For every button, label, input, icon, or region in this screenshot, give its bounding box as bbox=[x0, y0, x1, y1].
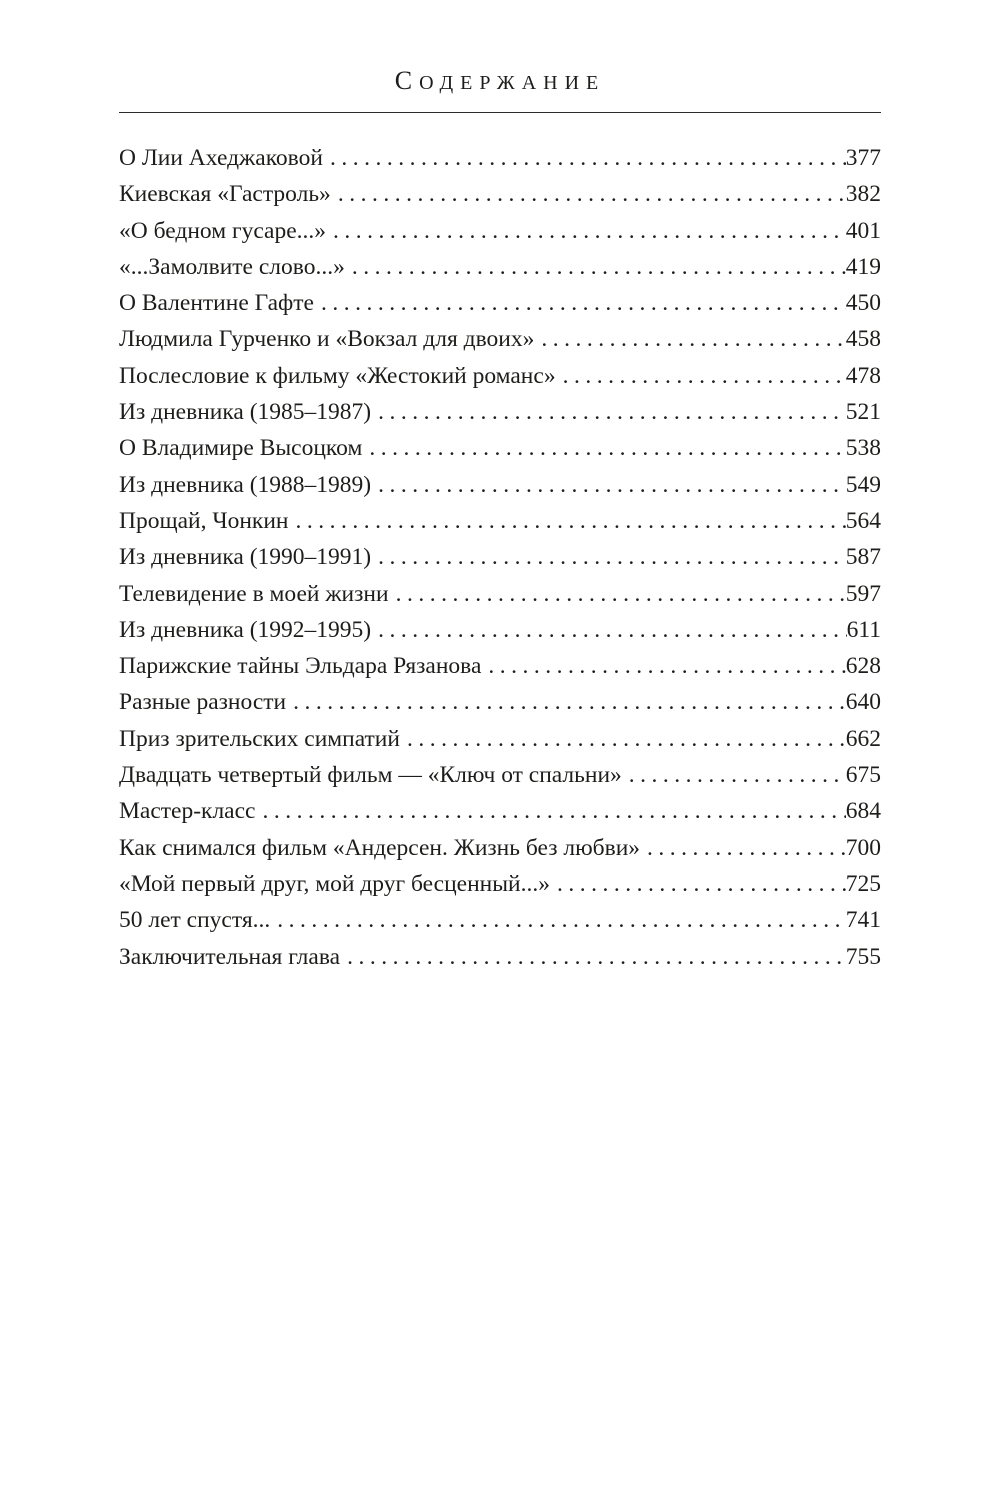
toc-entry-page-number: 419 bbox=[845, 253, 881, 280]
toc-entry-title: Парижские тайны Эльдара Рязанова bbox=[119, 653, 482, 680]
toc-entry-title: Приз зрительских симпатий bbox=[119, 725, 400, 752]
toc-entry bbox=[119, 757, 881, 793]
toc-entry-title: «О бедном гусаре...» bbox=[119, 217, 327, 244]
toc-entry bbox=[119, 358, 881, 394]
toc-entry-page-number: 401 bbox=[845, 217, 881, 244]
dot-leader bbox=[534, 321, 845, 357]
toc-entry-page-number: 458 bbox=[845, 326, 881, 353]
toc-entry-page-number: 700 bbox=[845, 834, 881, 861]
toc-entry-page-number: 662 bbox=[845, 725, 881, 752]
toc-header bbox=[119, 66, 881, 113]
dot-leader bbox=[331, 176, 846, 212]
toc-entry-page-number: 611 bbox=[846, 616, 881, 643]
dot-leader bbox=[314, 285, 846, 321]
toc-entry-title: О Владимире Высоцком bbox=[119, 435, 363, 462]
dot-leader bbox=[255, 793, 845, 829]
dot-leader bbox=[400, 721, 846, 757]
toc-entry bbox=[119, 430, 881, 466]
toc-page bbox=[119, 0, 881, 975]
toc-entry-title: Из дневника (1992–1995) bbox=[119, 616, 372, 643]
toc-entry-title: О Валентине Гафте bbox=[119, 290, 314, 317]
toc-entry-page-number: 478 bbox=[845, 362, 881, 389]
toc-entry bbox=[119, 467, 881, 503]
dot-leader bbox=[371, 467, 846, 503]
toc-entry-page-number: 549 bbox=[845, 471, 881, 498]
toc-entry-page-number: 741 bbox=[845, 907, 881, 934]
toc-entry-title: 50 лет спустя... bbox=[119, 907, 271, 934]
toc-entry bbox=[119, 902, 881, 938]
toc-entry bbox=[119, 176, 881, 212]
toc-entry bbox=[119, 285, 881, 321]
toc-entry-page-number: 597 bbox=[845, 580, 881, 607]
toc-entry bbox=[119, 576, 881, 612]
toc-entry-title: «Мой первый друг, мой друг бесценный...» bbox=[119, 870, 550, 897]
toc-entry-page-number: 587 bbox=[845, 544, 881, 571]
toc-entry-page-number: 675 bbox=[845, 762, 881, 789]
toc-entry-title: Разные разности bbox=[119, 689, 287, 716]
toc-entry-page-number: 755 bbox=[845, 943, 881, 970]
dot-leader bbox=[371, 394, 846, 430]
toc-entry-title: Послесловие к фильму «Жестокий романс» bbox=[119, 362, 556, 389]
toc-entry-page-number: 382 bbox=[845, 181, 881, 208]
toc-entry bbox=[119, 648, 881, 684]
dot-leader bbox=[481, 648, 845, 684]
dot-leader bbox=[326, 213, 846, 249]
toc-entry-page-number: 684 bbox=[845, 798, 881, 825]
toc-entry bbox=[119, 684, 881, 720]
toc-entry-page-number: 564 bbox=[845, 507, 881, 534]
toc-entry-page-number: 725 bbox=[845, 870, 881, 897]
dot-leader bbox=[289, 503, 846, 539]
toc-entry-title: Мастер-класс bbox=[119, 798, 256, 825]
dot-leader bbox=[640, 830, 846, 866]
toc-entry bbox=[119, 830, 881, 866]
toc-entry bbox=[119, 213, 881, 249]
toc-list bbox=[119, 140, 881, 975]
toc-entry bbox=[119, 793, 881, 829]
dot-leader bbox=[550, 866, 846, 902]
dot-leader bbox=[362, 430, 845, 466]
dot-leader bbox=[389, 576, 846, 612]
dot-leader bbox=[345, 249, 846, 285]
toc-entry-title: Телевидение в моей жизни bbox=[119, 580, 389, 607]
toc-entry-title: Двадцать четвертый фильм — «Ключ от спальни» bbox=[119, 762, 622, 789]
toc-entry-title: Киевская «Гастроль» bbox=[119, 181, 331, 208]
dot-leader bbox=[270, 902, 845, 938]
dot-leader bbox=[556, 358, 846, 394]
toc-entry-title: Из дневника (1988–1989) bbox=[119, 471, 372, 498]
toc-entry bbox=[119, 394, 881, 430]
dot-leader bbox=[371, 612, 847, 648]
toc-entry-title: Из дневника (1985–1987) bbox=[119, 399, 372, 426]
toc-entry-page-number: 521 bbox=[845, 399, 881, 426]
toc-entry-page-number: 538 bbox=[845, 435, 881, 462]
toc-entry bbox=[119, 140, 881, 176]
dot-leader bbox=[371, 539, 846, 575]
toc-entry bbox=[119, 249, 881, 285]
page-title: СОДЕРЖАНИЕ bbox=[394, 66, 606, 95]
toc-entry-page-number: 377 bbox=[845, 145, 881, 171]
toc-entry bbox=[119, 503, 881, 539]
toc-entry bbox=[119, 539, 881, 575]
dot-leader bbox=[340, 939, 846, 975]
toc-entry-title: Как снимался фильм «Андерсен. Жизнь без любви» bbox=[119, 834, 641, 861]
header-rule bbox=[119, 112, 881, 113]
dot-leader bbox=[323, 140, 846, 176]
toc-entry-page-number: 628 bbox=[845, 653, 881, 680]
toc-entry bbox=[119, 866, 881, 902]
toc-entry-title: «...Замолвите слово...» bbox=[119, 253, 345, 280]
toc-entry bbox=[119, 721, 881, 757]
toc-entry-title: Людмила Гурченко и «Вокзал для двоих» bbox=[119, 326, 535, 353]
toc-entry-page-number: 450 bbox=[845, 290, 881, 317]
toc-entry-title: Из дневника (1990–1991) bbox=[119, 544, 372, 571]
toc-entry bbox=[119, 612, 881, 648]
toc-entry-title: Заключительная глава bbox=[119, 943, 341, 970]
toc-entry bbox=[119, 321, 881, 357]
toc-entry-page-number: 640 bbox=[845, 689, 881, 716]
toc-entry-title: Прощай, Чонкин bbox=[119, 507, 289, 534]
dot-leader bbox=[622, 757, 846, 793]
toc-entry-title: О Лии Ахеджаковой bbox=[119, 145, 323, 171]
dot-leader bbox=[286, 684, 846, 720]
toc-entry bbox=[119, 939, 881, 975]
